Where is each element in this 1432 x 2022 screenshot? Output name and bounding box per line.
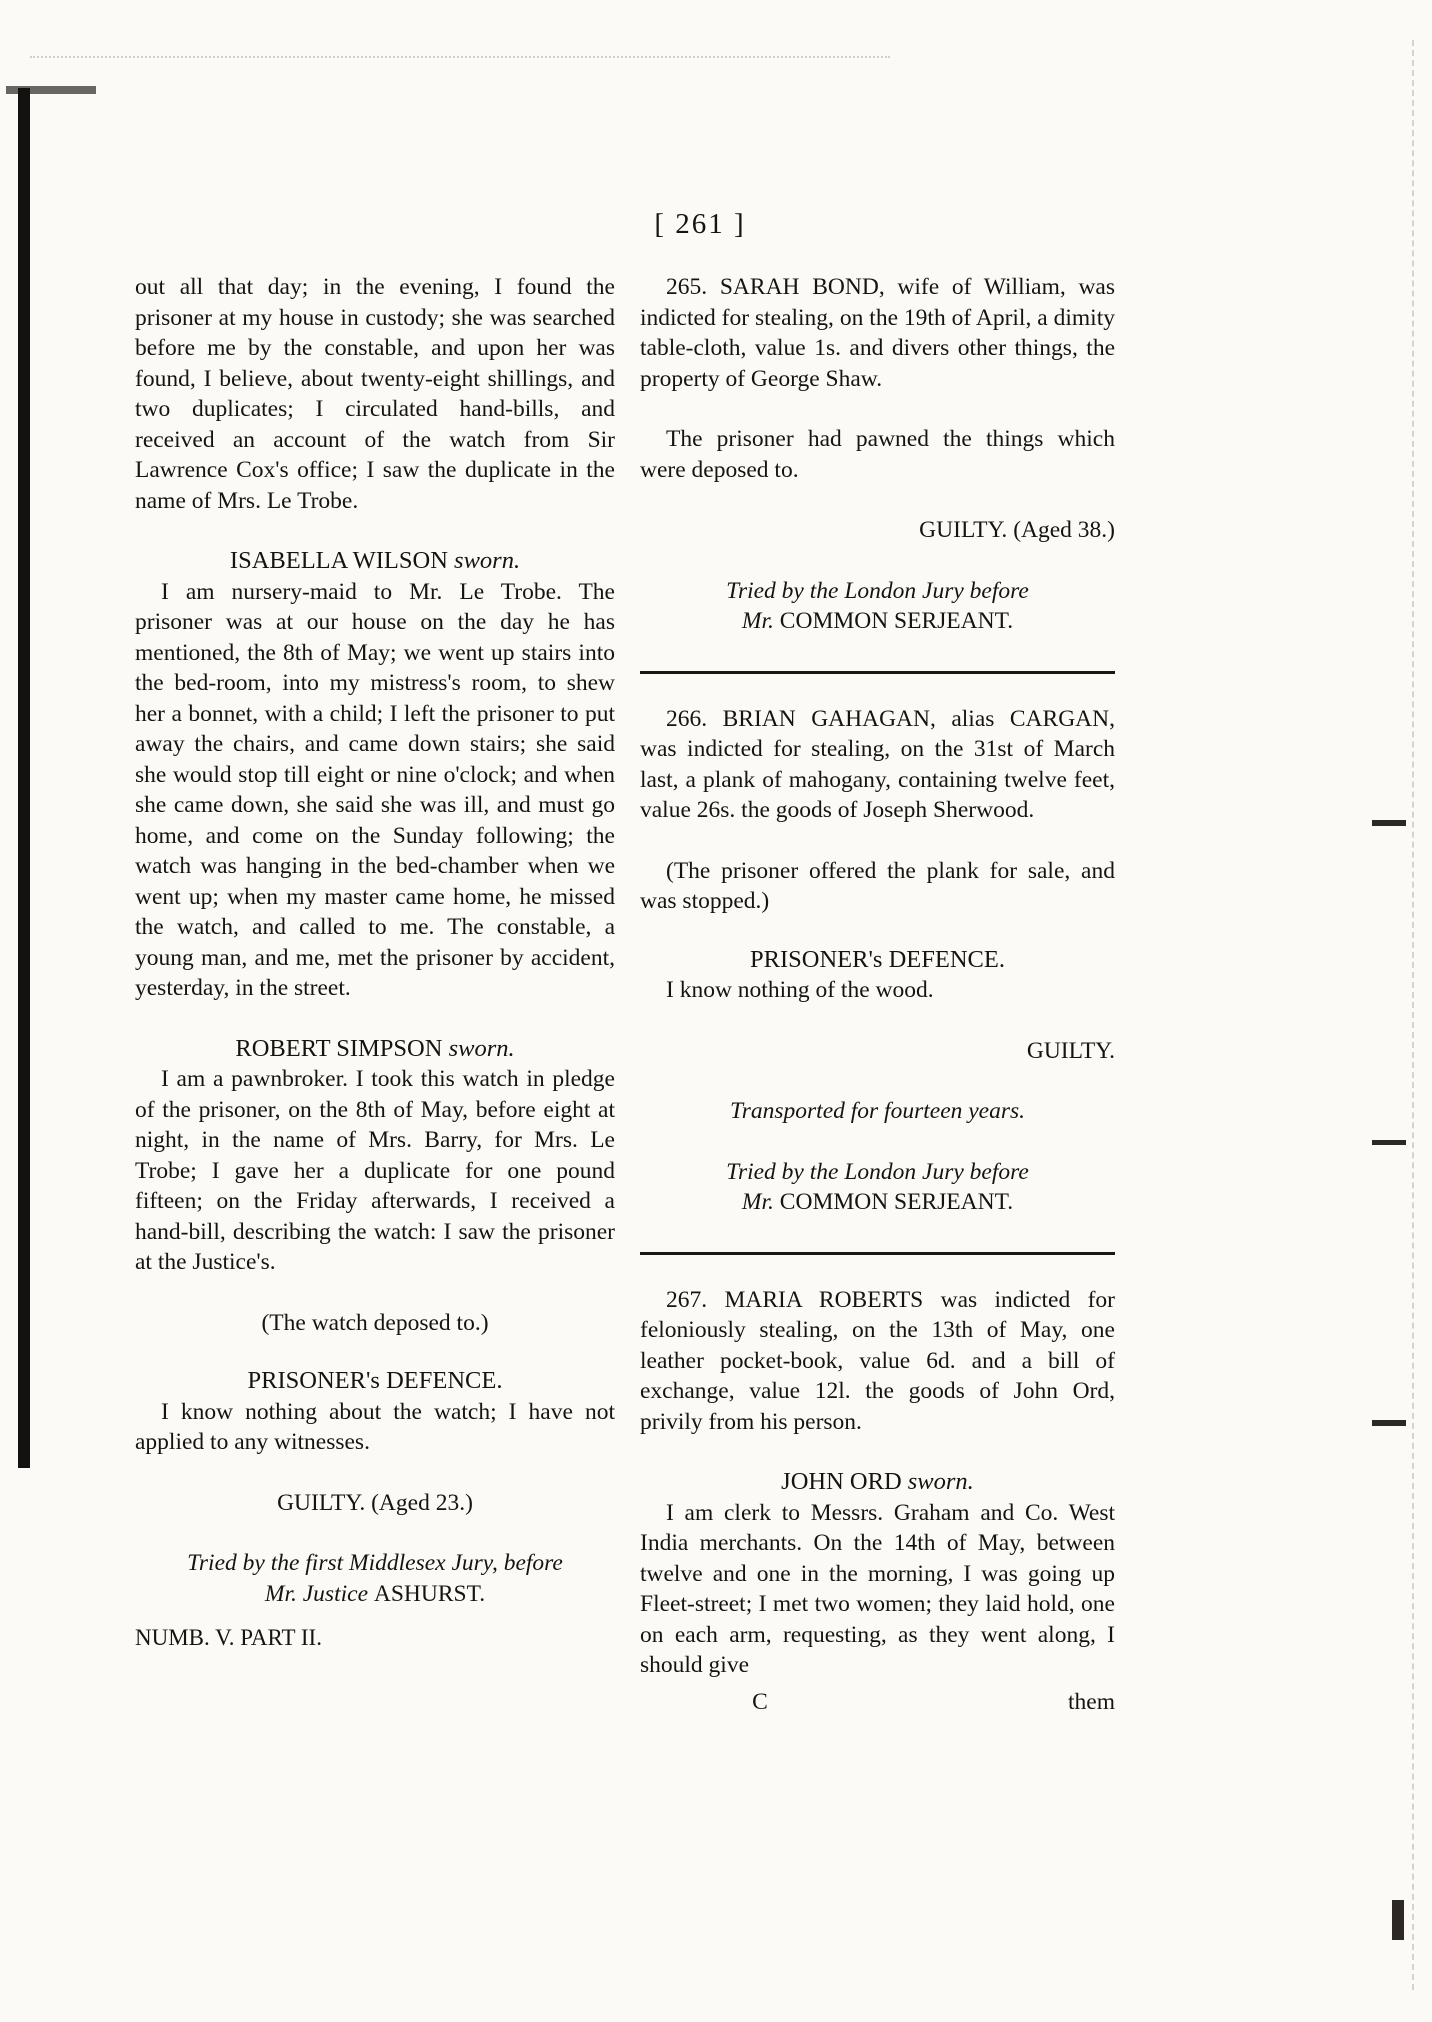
- tried-line-1: Tried by the London Jury before: [726, 577, 1029, 604]
- scan-right-edge: [1372, 40, 1414, 1990]
- defence-text: I know nothing about the watch; I have not applied to any witnesses.: [135, 1398, 615, 1455]
- left-column: [135, 272, 615, 1654]
- case-divider: [640, 1252, 1115, 1255]
- defence-heading: PRISONER's DEFENCE.: [247, 1367, 503, 1394]
- testimony-wilson: I am nursery-maid to Mr. Le Trobe. The prisoner was at our house on the day he has mentioned, the 8th of May; we went up stairs into the bed-room, into my mistress's room, to shew her a bonnet, with a child; I left the prisoner to put away the chairs, and came down stairs; she said she would stop till eight or nine o'clock; and when she came down, she said she was ill, and must go home, and come on the Sunday following; the watch was hanging in the bed-chamber when we went up; when my master came home, he missed the watch, and called to me. The constable, a young man, and me, met the prisoner by accident, yesterday, in the street.: [135, 578, 615, 1001]
- right-column: [640, 272, 1115, 1717]
- judge-name: COMMON SERJEANT.: [779, 608, 1014, 634]
- tried-note: [135, 1548, 615, 1609]
- page-number: [ 261 ]: [654, 208, 746, 240]
- verdict-line: [135, 1488, 615, 1519]
- signature-mark: NUMB. V. PART II.: [135, 1625, 322, 1650]
- tried-line-2: Mr.: [741, 1189, 774, 1215]
- judge-name: ASHURST.: [373, 1580, 486, 1607]
- tried-line-1: Tried by the London Jury before: [726, 1158, 1029, 1185]
- signature-letter: C: [752, 1688, 768, 1715]
- testimony-simpson: I am a pawnbroker. I took this watch in pledge of the prisoner, on the 8th of May, before eight at night, in the name of Mrs. Barry, for Mrs. Le Trobe; I gave her a duplicate for one pound fifteen; on the Friday afterwards, I received a hand-bill, describing the watch: I saw the prisoner at the Justice's.: [135, 1066, 615, 1275]
- case-266-note: (The prisoner offered the plank for sale, and was stopped.): [640, 857, 1115, 914]
- testimony-ord: I am clerk to Messrs. Graham and Co. West India merchants. On the 14th of May, between twelve and one in the morning, I was going up Fleet-street; I met two women; they laid hold, one on each arm, requesting, as they went along, I should give: [640, 1499, 1115, 1678]
- tried-line-1: Tried by the first Middlesex Jury, before: [187, 1550, 563, 1576]
- case-266: 266. BRIAN GAHAGAN, alias CARGAN, was indicted for stealing, on the 31st of March last, a plank of mahogany, containing twelve feet, value 26s. the goods of Joseph Sherwood.: [640, 705, 1115, 823]
- opening-paragraph: out all that day; in the evening, I found the prisoner at my house in custody; she was searched before me by the constable, and upon her was found, I believe, about twenty-eight shillings, and two duplicates; I circulated hand-bills, and received an account of the watch from Sir Lawrence Cox's office; I saw the duplicate in the name of Mrs. Le Trobe.: [135, 274, 615, 514]
- defence-heading: PRISONER's DEFENCE.: [750, 945, 1005, 973]
- sworn-label: sworn.: [454, 547, 521, 574]
- sworn-label: sworn.: [907, 1468, 974, 1495]
- sworn-label: sworn.: [448, 1034, 515, 1062]
- witness-name: ROBERT SIMPSON: [235, 1034, 443, 1062]
- defence-text: I know nothing of the wood.: [666, 977, 934, 1003]
- scan-noise-top: [30, 56, 890, 72]
- prisoner-age: (Aged 23.): [371, 1489, 473, 1516]
- scan-binding-edge: [18, 88, 30, 1468]
- case-divider: [640, 671, 1115, 674]
- sentence: Transported for fourteen years.: [729, 1098, 1026, 1124]
- prisoner-age: (Aged 38.): [1013, 517, 1115, 543]
- witness-name: ISABELLA WILSON: [229, 547, 448, 574]
- witness-heading-ord: [640, 1467, 1115, 1498]
- scan-edge-mark: [1372, 1140, 1406, 1145]
- verdict: GUILTY.: [277, 1489, 366, 1516]
- deposed-note: (The watch deposed to.): [261, 1309, 489, 1336]
- scan-edge-mark: [1372, 820, 1406, 826]
- verdict: GUILTY.: [919, 517, 1008, 543]
- tried-note-265: [640, 576, 1115, 637]
- witness-heading-simpson: [135, 1034, 615, 1065]
- catchword: them: [1068, 1688, 1115, 1715]
- verdict-line-265: [640, 515, 1115, 546]
- tried-line-2: Mr.: [741, 608, 774, 634]
- scan-edge-mark: [1372, 1420, 1406, 1426]
- case-267: 267. MARIA ROBERTS was indicted for feloniously stealing, on the 13th of May, one leather pocket-book, value 6d. and a bill of exchange, value 12l. the goods of John Ord, privily from his person.: [640, 1286, 1115, 1435]
- tried-note-266: [640, 1157, 1115, 1218]
- verdict: GUILTY.: [1026, 1037, 1115, 1064]
- case-265: 265. SARAH BOND, wife of William, was indicted for stealing, on the 19th of April, a dimity table-cloth, value 1s. and divers other things, the property of George Shaw.: [640, 274, 1115, 392]
- catchword-line: [640, 1687, 1115, 1718]
- scan-edge-mark: [1392, 1900, 1404, 1940]
- judge-name: COMMON SERJEANT.: [779, 1189, 1014, 1215]
- case-265-note: The prisoner had pawned the things which were deposed to.: [640, 426, 1115, 483]
- tried-line-2: Mr. Justice: [264, 1580, 369, 1607]
- witness-heading-wilson: [135, 546, 615, 577]
- witness-name: JOHN ORD: [781, 1468, 902, 1495]
